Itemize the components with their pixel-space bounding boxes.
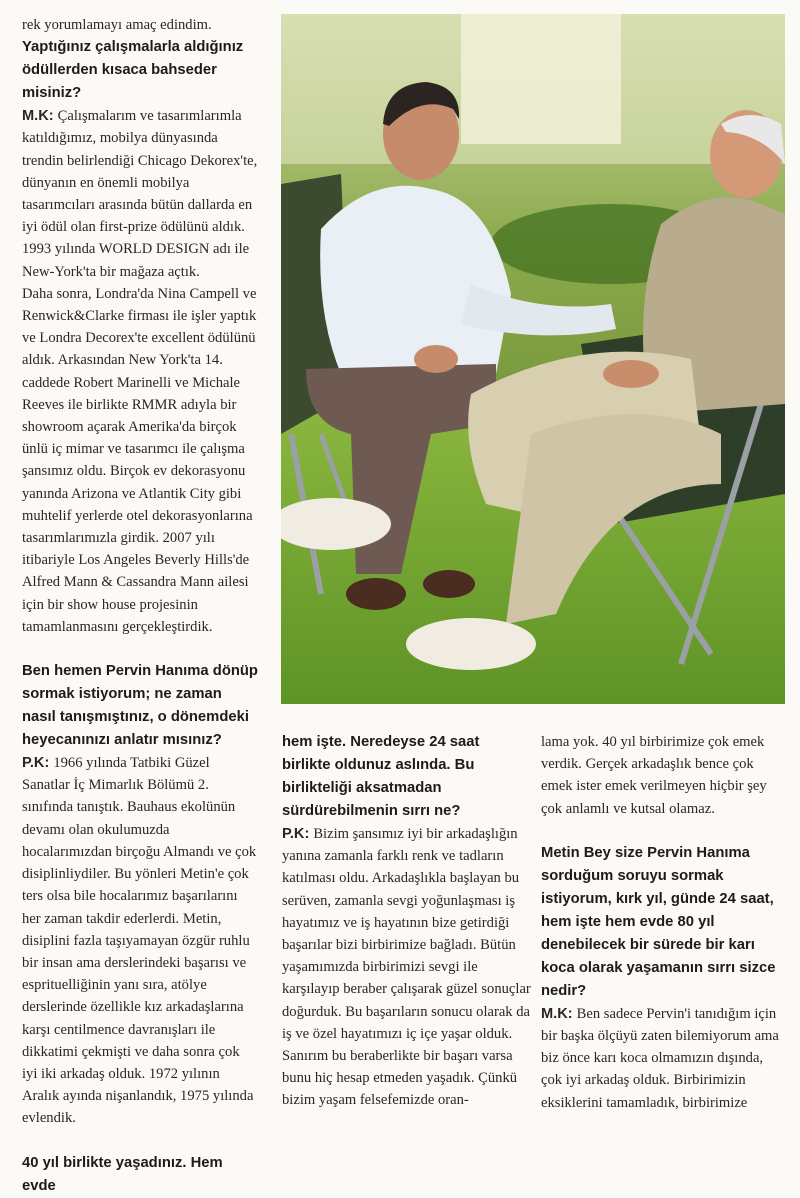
interview-question: Metin Bey size Pervin Hanıma sorduğum soruyu sormak istiyorum, kırk yıl, günde 24 saat, hem işte hem evde 80 yıl denebilecek bir sürede bir karı koca olarak yaşamanın sırrı sizce nedir? xyxy=(541,844,776,999)
answer-text: Bizim şansımız iyi bir arkadaşlığın yanına zamanla farklı renk ve tadların katılması oldu. Arkadaşlıkla başlayan bu serüven, zamanla sevgi yoğunlaşması iş hayatımız ve iş hayatının bize getirdiği başarılar bizi birbirimize bağladı. Bütün yaşamımızda birbirimizi sevgi ile karşılayıp beraber çalışarak güzel sonuçlar doğurduk. Bu başarıların sonucu olarak da iş ve özel hayatımızı iç içe yaşar olduk. Sanırım bu beraberlikte bir başarı varsa bunu hiç hesap etmeden yaşadık. Çünkü bizim yaşam felsefemizde oran- xyxy=(282,826,531,1109)
couple-photo xyxy=(281,14,785,704)
speaker-label: P.K: xyxy=(22,755,50,772)
paragraph: rek yorumlamayı amaç edindim. xyxy=(22,17,212,33)
speaker-label: M.K: xyxy=(541,1005,573,1022)
interview-answer xyxy=(541,1003,784,1114)
interview-question: Yaptığınız çalışmalarla aldığınız ödüllerden kısaca bahseder misiniz? xyxy=(22,39,244,102)
answer-text: 1966 yılında Tatbiki Güzel Sanatlar İç Mimarlık Bölümü 2. sınıfında tanıştık. Bauhaus ekolünün devamı olan okulumuzda hocalarımızdan birçoğu Almandı ve çok disiplinliydiler. Bu yönleri Metin'e çok ters olsa bile hocalarımız başarılarını her zaman takdir ederlerdi. Metin, disiplini fazla taşıyamayan özgür ruhlu bir insan ama derslerindeki başarısı ve esprituelliğinin yanı sıra, atölye derslerinde özellikle kız arkadaşlarına karşı centilmence davranışları ile dikkatimi çekmişti ve daha sonra çok iyi iki arkadaş olduk. 1972 yılının Aralık ayında nişanlandık, 1975 yılında evlendik. xyxy=(22,755,257,1127)
text-column-middle xyxy=(282,731,532,1112)
interview-question: Ben hemen Pervin Hanıma dönüp sormak istiyorum; ne zaman nasıl tanışmıştınız, o dönemdeki heyecanınızı anlatır mısınız? xyxy=(22,663,258,749)
text-column-left xyxy=(22,14,258,1198)
text-column-right xyxy=(541,731,784,1114)
interview-question: hem işte. Neredeyse 24 saat birlikte oldunuz aslında. Bu birlikteliği aksatmadan sürdürebilmenin sırrı ne? xyxy=(282,734,480,819)
interview-answer xyxy=(22,752,258,1129)
paragraph: Daha sonra, Londra'da Nina Campell ve Renwick&Clarke firması ile işler yaptık ve Londra Decorex'te excellent ödülünü aldık. Arkasından New York'ta 14. caddede Robert Marinelli ve Michale Reeves ile birlikte RMMR adıyla bir showroom açarak Amerika'da birçok ünlü iç mimar ve tasarımcı ile çalışma şansımız oldu. Birçok ev dekorasyonu yanında Arizona ve Atlantik City gibi muhtelif yerlerde otel dekorasyonlarına tasarımlarımızla girdik. 2007 yılı itibariyle Los Angeles Beverly Hills'de Alfred Mann & Cassandra Mann ailesi için bir show house projesinin tamamlanmasını gerçekleştirdik. xyxy=(22,285,257,635)
speaker-label: P.K: xyxy=(282,826,310,842)
answer-text: Çalışmalarım ve tasarımlarımla katıldığımız, mobilya dünyasında trendin belirlendiği Chicago Dekorex'te, dünyanın en önemli mobilya tasarımcıları arasında bütün dallarda en iyi ödül olan first-prize ödülünü aldık. 1993 yılında WORLD DESIGN adı ile New-York'ta bir mağaza açtık. xyxy=(22,108,258,280)
interview-answer xyxy=(22,105,258,283)
interview-answer xyxy=(282,823,532,1112)
answer-text: Ben sadece Pervin'i tanıdığım için bir başka ölçüyü zaten bilemiyorum ama biz önce karı koca olmamızın dışında, çok iyi arkadaş olduk. Birbirimizin eksiklerini tamamladık, birbirimize xyxy=(541,1005,779,1111)
speaker-label: M.K: xyxy=(22,108,54,125)
interview-question: 40 yıl birlikte yaşadınız. Hem evde xyxy=(22,1154,223,1194)
paragraph: lama yok. 40 yıl birbirimize çok emek verdik. Gerçek arkadaşlık bence çok emek ister emek verilmeyen hiçbir şey çok anlamlı ve kutsal olamaz. xyxy=(541,734,767,817)
